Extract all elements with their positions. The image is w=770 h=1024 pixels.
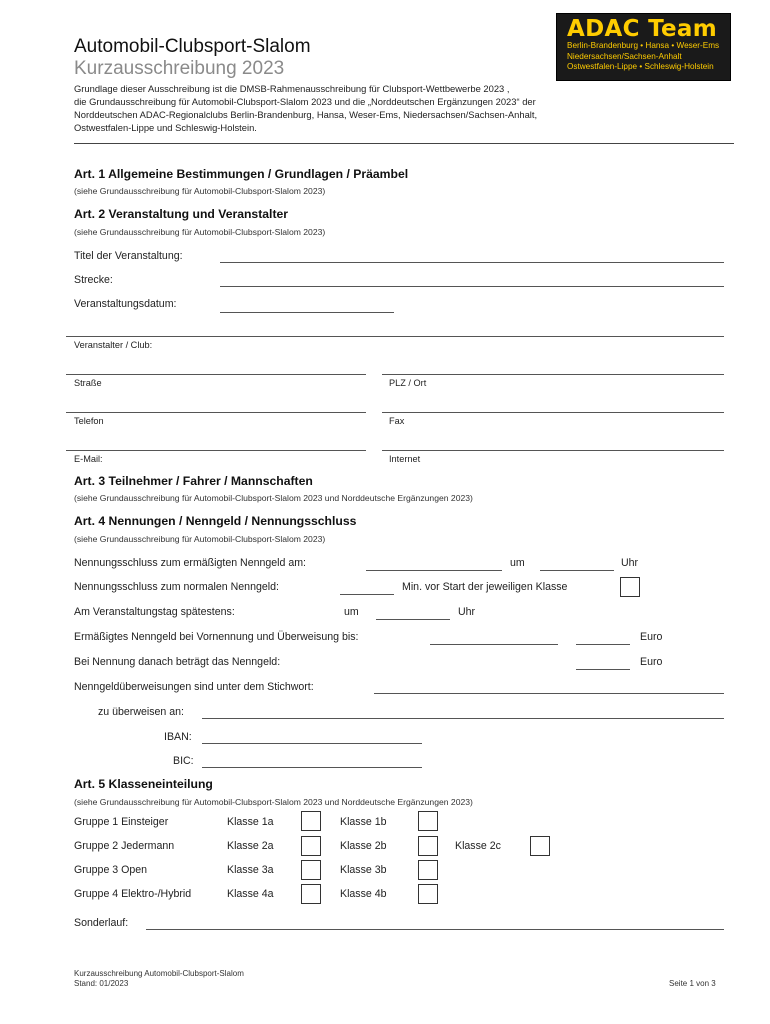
art3-heading: Art. 3 Teilnehmer / Fahrer / Mannschaften (74, 474, 313, 488)
footer-doc-name: Kurzausschreibung Automobil-Clubsport-Slalom (74, 969, 244, 978)
class-4a-label: Klasse 4a (227, 888, 274, 900)
euro-label: Euro (640, 631, 663, 643)
intro-line: Norddeutschen ADAC-Regionalclubs Berlin-Brandenburg, Hansa, Weser-Ems, Niedersachsen/Sachsen-Anhalt, (74, 109, 538, 120)
class-2b-checkbox[interactable] (418, 836, 438, 856)
class-1a-label: Klasse 1a (227, 816, 274, 828)
track-field[interactable] (220, 286, 724, 287)
logo-line: Niedersachsen/Sachsen-Anhalt (567, 51, 682, 61)
uhr-label: Uhr (621, 557, 639, 569)
iban-field[interactable] (202, 743, 422, 744)
class-2a-checkbox[interactable] (301, 836, 321, 856)
class-1b-checkbox[interactable] (418, 811, 438, 831)
zip-city-label: PLZ / Ort (389, 378, 427, 388)
class-2b-label: Klasse 2b (340, 840, 387, 852)
euro-label: Euro (640, 656, 663, 668)
art1-note: (siehe Grundausschreibung für Automobil-Clubsport-Slalom 2023) (74, 186, 326, 196)
reduced-deadline-label: Nennungsschluss zum ermäßigten Nenngeld am: (74, 557, 307, 569)
um-label: um (510, 557, 525, 569)
class-3a-label: Klasse 3a (227, 864, 274, 876)
art3-note: (siehe Grundausschreibung für Automobil-Clubsport-Slalom 2023 und Norddeutsche Ergänzungen 2023) (74, 493, 473, 503)
header-divider (74, 143, 734, 144)
reduced-fee-label: Ermäßigtes Nenngeld bei Vornennung und Überweisung bis: (74, 631, 359, 643)
fax-field[interactable] (382, 412, 724, 413)
intro-paragraph (74, 82, 734, 134)
group-3-label: Gruppe 3 Open (74, 864, 148, 876)
logo-line: Ostwestfalen-Lippe • Schleswig-Holstein (567, 62, 714, 71)
group-2-label: Gruppe 2 Jedermann (74, 840, 175, 852)
art4-heading: Art. 4 Nennungen / Nenngeld / Nennungsschluss (74, 514, 357, 528)
logo-main-text: ADAC Team (567, 16, 717, 42)
normal-deadline-field[interactable] (340, 594, 394, 595)
art4-note: (siehe Grundausschreibung für Automobil-Clubsport-Slalom 2023) (74, 534, 326, 544)
class-3b-checkbox[interactable] (418, 860, 438, 880)
special-run-label: Sonderlauf: (74, 917, 129, 929)
street-label: Straße (74, 378, 102, 388)
normal-deadline-checkbox[interactable] (620, 577, 640, 597)
event-title-field[interactable] (220, 262, 724, 263)
bic-label: BIC: (173, 755, 194, 767)
reduced-fee-date-field[interactable] (430, 644, 558, 645)
track-label: Strecke: (74, 274, 113, 286)
art2-note: (siehe Grundausschreibung für Automobil-Clubsport-Slalom 2023) (74, 227, 326, 237)
art5-heading: Art. 5 Klasseneinteilung (74, 777, 213, 791)
logo-line: Berlin-Brandenburg • Hansa • Weser-Ems (567, 41, 720, 50)
internet-label: Internet (389, 454, 421, 464)
class-3b-label: Klasse 3b (340, 864, 387, 876)
footer-page-number: Seite 1 von 3 (669, 979, 716, 988)
email-label: E-Mail: (74, 454, 103, 464)
intro-line: Ostwestfalen-Lippe und Schleswig-Holstein. (74, 122, 257, 133)
intro-line: die Grundausschreibung für Automobil-Clubsport-Slalom 2023 und die „Norddeutschen Ergänzungen 2023“ der (74, 96, 536, 107)
min-before-start-label: Min. vor Start der jeweiligen Klasse (402, 581, 568, 593)
phone-label: Telefon (74, 416, 104, 426)
keyword-label: Nenngeldüberweisungen sind unter dem Stichwort: (74, 681, 314, 693)
art2-heading: Art. 2 Veranstaltung und Veranstalter (74, 207, 289, 221)
street-field[interactable] (66, 374, 366, 375)
bic-field[interactable] (202, 767, 422, 768)
art5-note: (siehe Grundausschreibung für Automobil-Clubsport-Slalom 2023 und Norddeutsche Ergänzungen 2023) (74, 797, 473, 807)
phone-field[interactable] (66, 412, 366, 413)
class-4b-checkbox[interactable] (418, 884, 438, 904)
class-4a-checkbox[interactable] (301, 884, 321, 904)
event-date-field[interactable] (220, 312, 394, 313)
iban-label: IBAN: (164, 731, 192, 743)
fee-label: Bei Nennung danach beträgt das Nenngeld: (74, 656, 281, 668)
class-2a-label: Klasse 2a (227, 840, 274, 852)
reduced-deadline-time-field[interactable] (540, 570, 614, 571)
page-title: Automobil-Clubsport-Slalom (74, 36, 311, 57)
normal-deadline-label: Nennungsschluss zum normalen Nenngeld: (74, 581, 279, 593)
transfer-recipient-field[interactable] (202, 718, 724, 719)
adac-logo (556, 13, 731, 81)
internet-field[interactable] (382, 450, 724, 451)
class-4b-label: Klasse 4b (340, 888, 387, 900)
art1-heading: Art. 1 Allgemeine Bestimmungen / Grundlagen / Präambel (74, 167, 409, 181)
class-2c-checkbox[interactable] (530, 836, 550, 856)
event-date-label: Veranstaltungsdatum: (74, 298, 177, 310)
page-subtitle: Kurzausschreibung 2023 (74, 58, 285, 79)
event-day-time-field[interactable] (376, 619, 450, 620)
fee-amount-field[interactable] (576, 669, 630, 670)
group-1-label: Gruppe 1 Einsteiger (74, 816, 169, 828)
keyword-field[interactable] (374, 693, 724, 694)
organizer-field[interactable] (66, 336, 724, 337)
special-run-field[interactable] (146, 929, 724, 930)
reduced-fee-amount-field[interactable] (576, 644, 630, 645)
event-day-label: Am Veranstaltungstag spätestens: (74, 606, 235, 618)
transfer-label: zu überweisen an: (98, 706, 184, 718)
intro-line: Grundlage dieser Ausschreibung ist die DMSB-Rahmenausschreibung für Clubsport-Wettbewerbe 2023 , (74, 83, 510, 94)
email-field[interactable] (66, 450, 366, 451)
footer-version: Stand: 01/2023 (74, 979, 129, 988)
class-1b-label: Klasse 1b (340, 816, 387, 828)
organizer-label: Veranstalter / Club: (74, 340, 153, 350)
class-3a-checkbox[interactable] (301, 860, 321, 880)
class-2c-label: Klasse 2c (455, 840, 501, 852)
zip-city-field[interactable] (382, 374, 724, 375)
group-4-label: Gruppe 4 Elektro-/Hybrid (74, 888, 192, 900)
fax-label: Fax (389, 416, 405, 426)
reduced-deadline-date-field[interactable] (366, 570, 502, 571)
class-1a-checkbox[interactable] (301, 811, 321, 831)
uhr-label: Uhr (458, 606, 476, 618)
event-title-label: Titel der Veranstaltung: (74, 250, 183, 262)
um-label: um (344, 606, 359, 618)
